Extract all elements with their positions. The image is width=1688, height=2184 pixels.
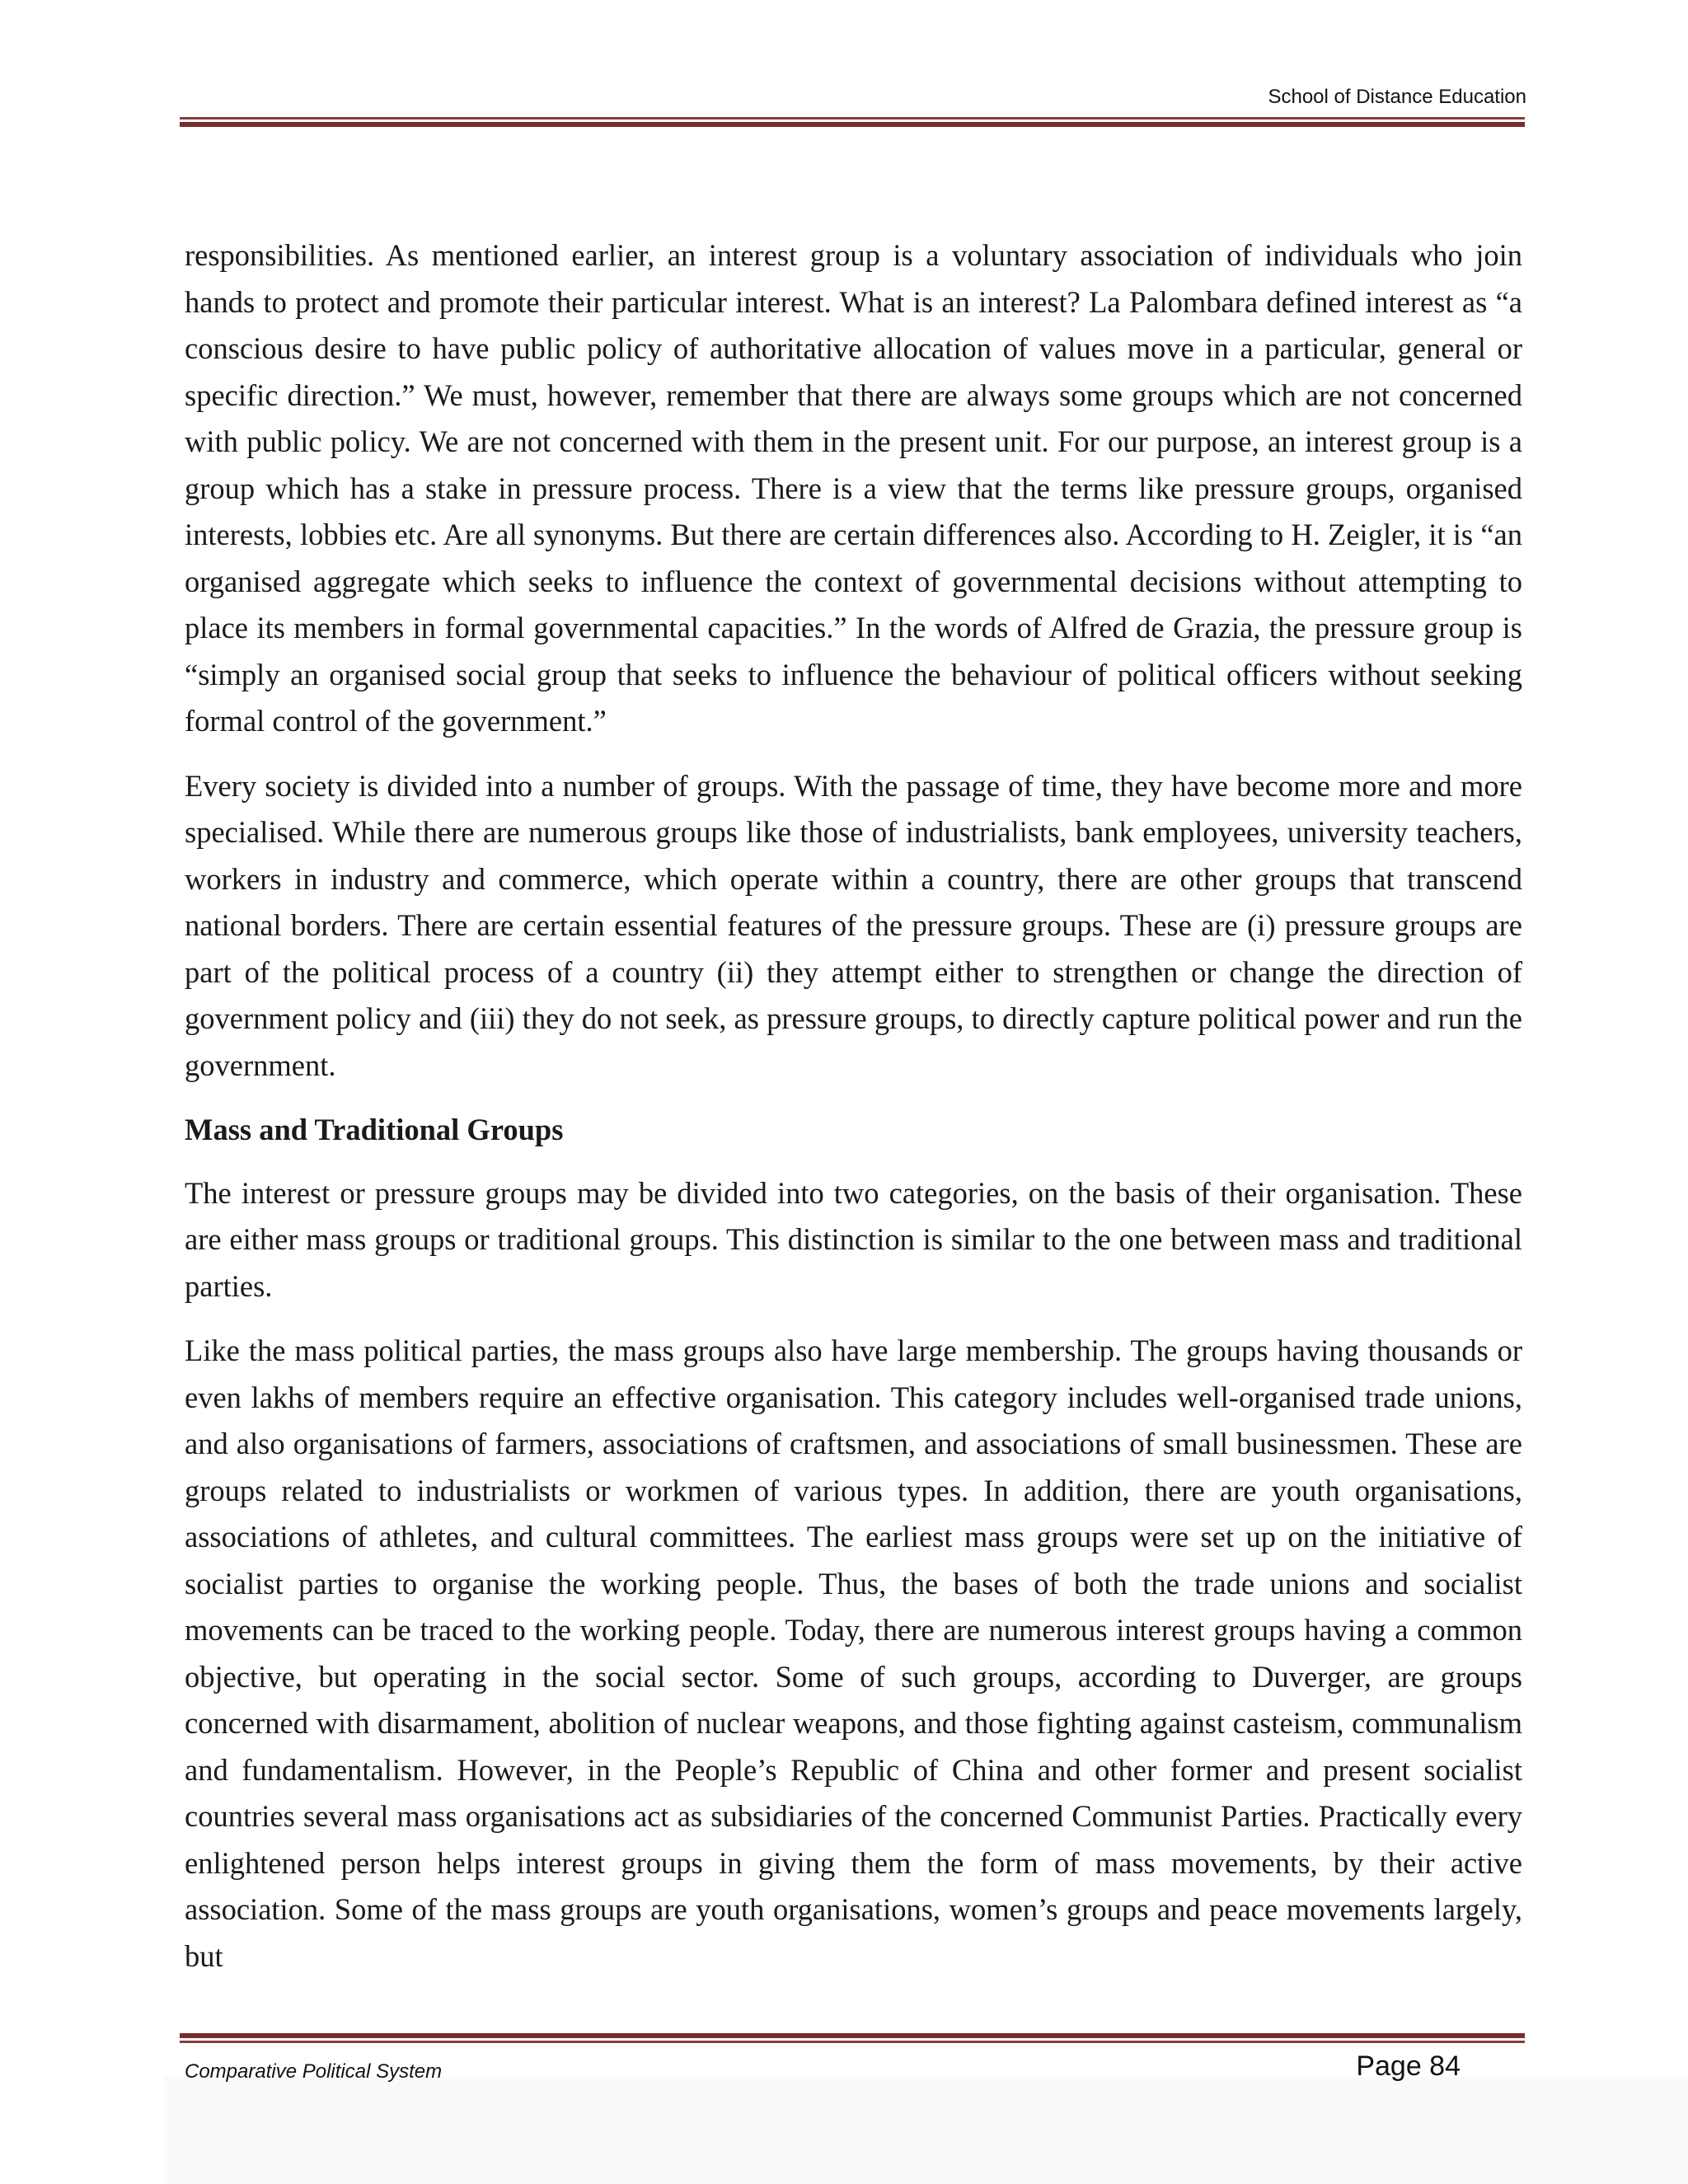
section-heading: Mass and Traditional Groups <box>185 1113 564 1146</box>
footer-rule <box>180 2033 1525 2043</box>
header-rule <box>180 117 1525 127</box>
main-content <box>185 232 1522 1998</box>
paragraph-1: responsibilities. As mentioned earlier, an interest group is a voluntary association of individuals who join hands to protect and promote their particular interest. What is an interest? La Palombara defined interest as “a conscious desire to have public policy of authoritative allocation of values move in a particular, general or specific direction.” We must, however, remember that there are always some groups which are not concerned with public policy. We are not concerned with them in the present unit. For our purpose, an interest group is a group which has a stake in pressure process. There is a view that the terms like pressure groups, organised interests, lobbies etc. Are all synonyms. But there are certain differences also. According to H. Zeigler, it is “an organised aggregate which seeks to influence the context of governmental decisions without attempting to place its members in formal governmental capacities.” In the words of Alfred de Grazia, the pressure group is “simply an organised social group that seeks to influence the behaviour of political officers without seeking formal control of the government.” <box>185 238 1522 738</box>
scan-shade <box>165 2077 1688 2184</box>
footer-rule-thin-line <box>180 2041 1525 2043</box>
paragraph-3: The interest or pressure groups may be divided into two categories, on the basis of their organisation. These are either mass groups or traditional groups. This distinction is similar to the one between mass and traditional parties. <box>185 1175 1522 1303</box>
paragraph-4: Like the mass political parties, the mass groups also have large membership. The groups having thousands or even lakhs of members require an effective organisation. This category includes well-organised trade unions, and also organisations of farmers, associations of craftsmen, and associations of small businessmen. These are groups related to industrialists or workmen of various types. In addition, there are youth organisations, associations of athletes, and cultural committees. The earliest mass groups were set up on the initiative of socialist parties to organise the working people. Thus, the bases of both the trade unions and socialist movements can be traced to the working people. Today, there are numerous interest groups having a common objective, but operating in the social sector. Some of such groups, according to Duverger, are groups concerned with disarmament, abolition of nuclear weapons, and those fighting against casteism, communalism and fundamentalism. However, in the People’s Republic of China and other former and present socialist countries several mass organisations act as subsidiaries of the concerned Communist Parties. Practically every enlightened person helps interest groups in giving them the form of mass movements, by their active association. Some of the mass groups are youth organisations, women’s groups and peace movements largely, but <box>185 1333 1522 1973</box>
paragraph-2: Every society is divided into a number of groups. With the passage of time, they have become more and more specialised. While there are numerous groups like those of industrialists, bank employees, university teachers, workers in industry and commerce, which operate within a country, there are other groups that transcend national borders. There are certain essential features of the pressure groups. These are (i) pressure groups are part of the political process of a country (ii) they attempt either to strengthen or change the direction of government policy and (iii) they do not seek, as pressure groups, to directly capture political power and run the government. <box>185 768 1522 1082</box>
footer-course-title: Comparative Political System <box>185 2060 443 2083</box>
header-institution: School of Distance Education <box>1268 86 1526 108</box>
header-rule-thick-line <box>180 122 1525 127</box>
footer-page-number: Page 84 <box>1356 2050 1461 2082</box>
